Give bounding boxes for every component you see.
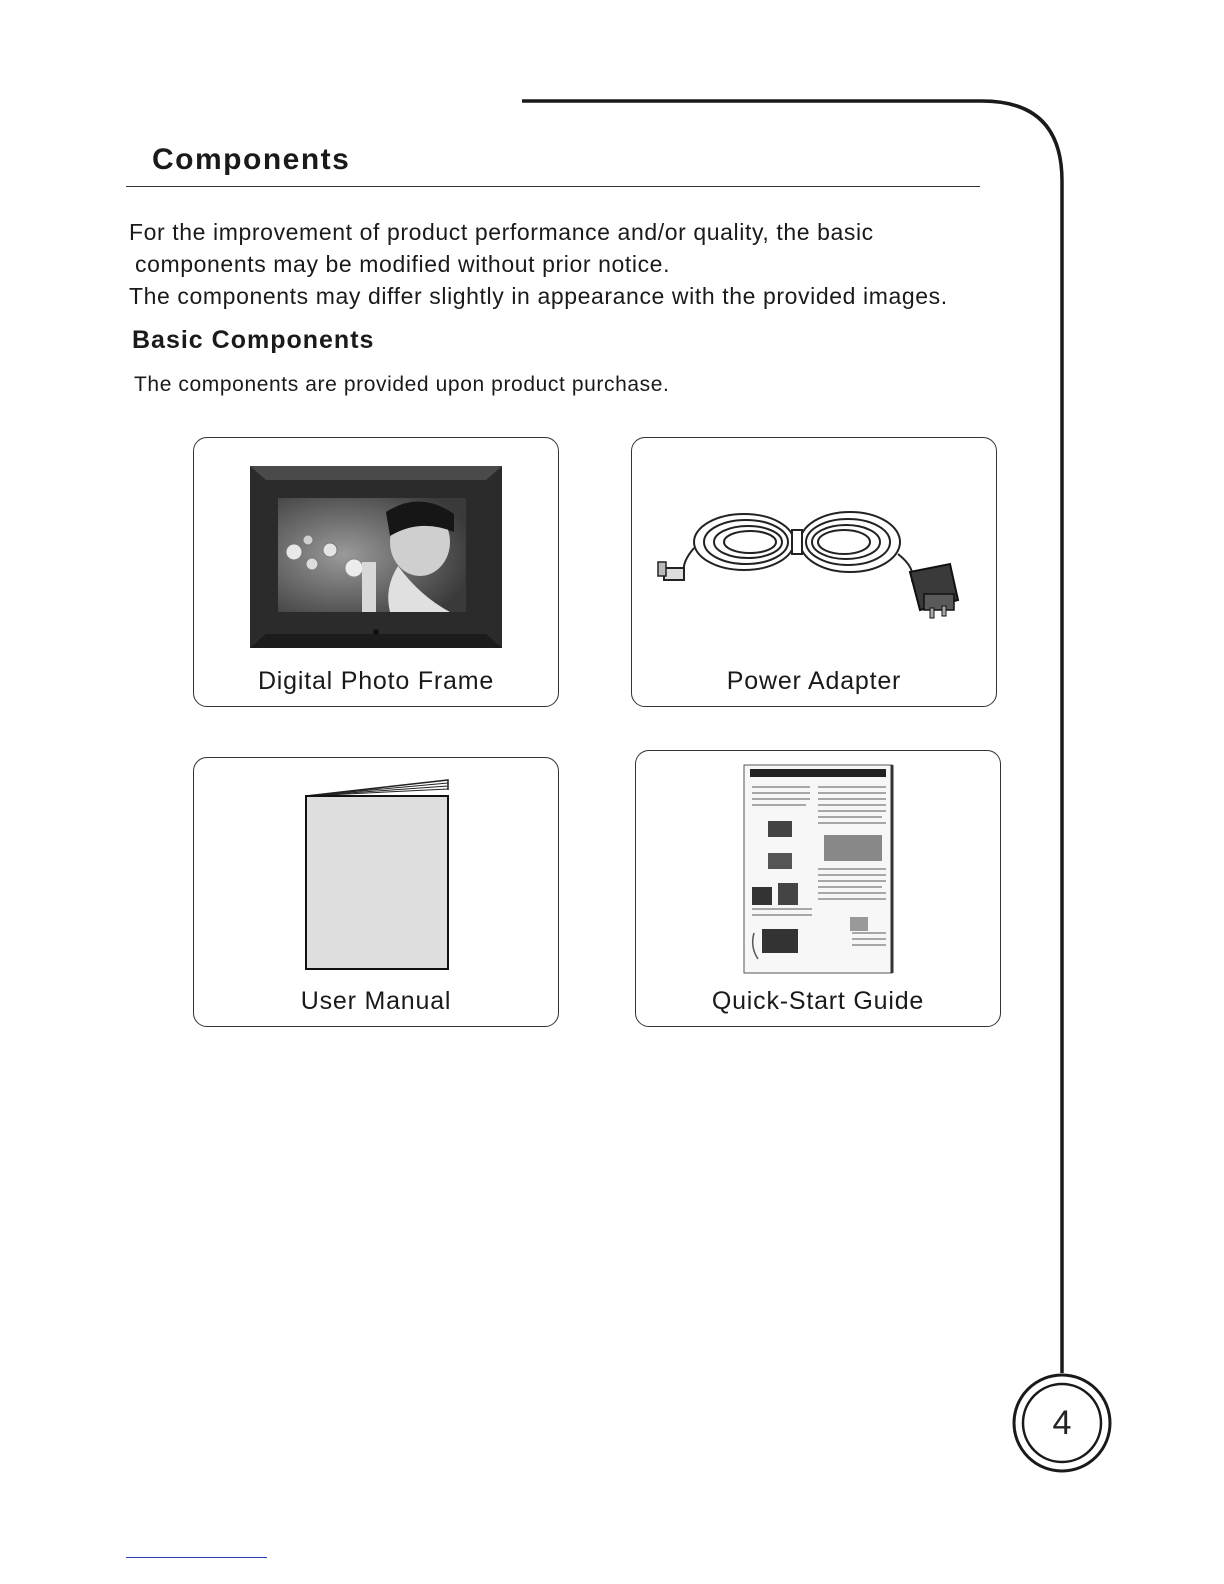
- title-underline: [126, 186, 980, 187]
- component-card-user-manual: [193, 757, 559, 1027]
- component-label: Digital Photo Frame: [257, 667, 495, 695]
- user-manual-image: [304, 778, 454, 974]
- page-number-badge: [1012, 1373, 1112, 1473]
- component-label: Quick-Start Guide: [711, 987, 925, 1015]
- intro-line-3: The components may differ slightly in appearance with the provided images.: [129, 283, 948, 309]
- component-card-quick-start-guide: [635, 750, 1001, 1027]
- page-number: 4: [1052, 1403, 1072, 1442]
- power-adapter-image: [654, 502, 974, 622]
- component-label: Power Adapter: [726, 667, 902, 695]
- photo-frame-image: [250, 466, 502, 648]
- section-title: Basic Components: [132, 326, 375, 354]
- footer-link-underline: [126, 1557, 267, 1558]
- intro-line-2: components may be modified without prior notice.: [135, 251, 671, 277]
- component-card-power-adapter: [631, 437, 997, 707]
- component-card-photo-frame: [193, 437, 559, 707]
- intro-line-1: For the improvement of product performance and/or quality, the basic: [129, 219, 874, 245]
- section-note: The components are provided upon product purchase.: [134, 373, 670, 396]
- page-title: Components: [152, 143, 351, 176]
- intro-paragraph: [129, 216, 1029, 312]
- quick-start-guide-image: [742, 763, 896, 975]
- component-label: User Manual: [300, 987, 452, 1015]
